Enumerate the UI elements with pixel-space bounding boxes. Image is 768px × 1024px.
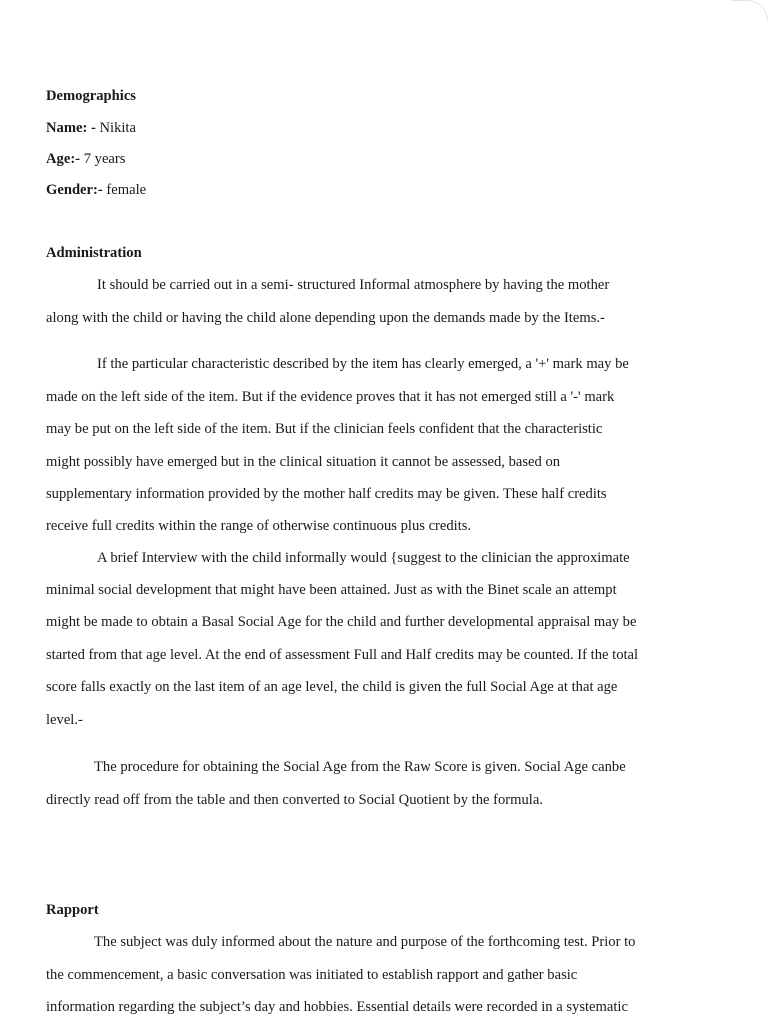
rapport-p1-line: the commencement, a basic conversation was initiated to establish rapport and gather basic [46,967,578,983]
gender-label: Gender:- [46,182,103,198]
name-line [46,119,136,137]
admin-p4-line: directly read off from the table and then converted to Social Quotient by the formula. [46,792,543,808]
page-corner [731,0,768,21]
age-label: Age:- [46,151,81,167]
age-value: 7 years [80,151,126,167]
age-line [46,150,125,168]
admin-p2-line: If the particular characteristic described by the item has clearly emerged, a '+' mark may be [97,356,629,372]
rapport-heading: Rapport [46,902,99,918]
admin-p3-line: started from that age level. At the end of assessment Full and Half credits may be counted. If the total [46,647,639,663]
gender-line [46,181,146,199]
name-label: Name: - [46,120,96,136]
rapport-p1-line: The subject was duly informed about the nature and purpose of the forthcoming test. Prior to [94,934,636,950]
admin-p2-line: might possibly have emerged but in the clinical situation it cannot be assessed, based on [46,454,561,470]
admin-p3-line: level.- [46,712,83,728]
admin-p2-line: made on the left side of the item. But if the evidence proves that it has not emerged still a '-' mark [46,389,615,405]
admin-p3-line: A brief Interview with the child informally would {suggest to the clinician the approximate [97,550,630,566]
admin-p3-line: minimal social development that might have been attained. Just as with the Binet scale an attempt [46,582,617,598]
admin-p2-line: receive full credits within the range of otherwise continuous plus credits. [46,518,472,534]
name-value: Nikita [95,120,136,136]
admin-p2-line: may be put on the left side of the item. But if the clinician feels confident that the characteristic [46,421,603,437]
admin-p3-line: score falls exactly on the last item of an age level, the child is given the full Social Age at that age [46,679,618,695]
admin-p1-line: It should be carried out in a semi- structured Informal atmosphere by having the mother [97,277,610,293]
admin-p4-line: The procedure for obtaining the Social Age from the Raw Score is given. Social Age canbe [94,759,626,775]
gender-value: female [102,182,147,198]
admin-p1-line: along with the child or having the child alone depending upon the demands made by the Items.- [46,310,605,326]
demographics-heading: Demographics [46,88,136,104]
administration-heading: Administration [46,245,142,261]
admin-p2-line: supplementary information provided by the mother half credits may be given. These half credits [46,486,607,502]
admin-p3-line: might be made to obtain a Basal Social Age for the child and further developmental appraisal may be [46,614,637,630]
rapport-p1-line: information regarding the subject’s day and hobbies. Essential details were recorded in a systematic [46,999,628,1015]
